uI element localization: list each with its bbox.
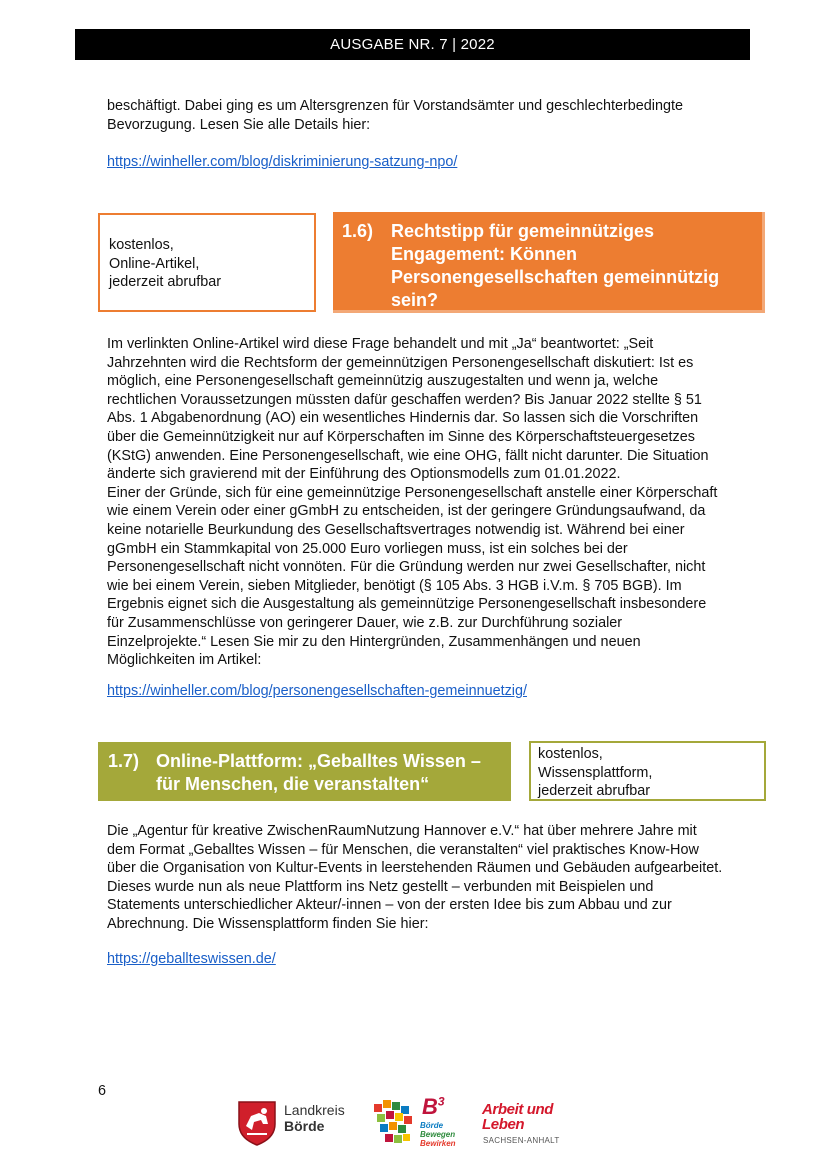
sachsen-anhalt-label: SACHSEN-ANHALT [483, 1136, 560, 1145]
text-line: Die „Agentur für kreative ZwischenRaumNutzung Hannover e.V.“ hat über mehrere Jahre mit [107, 823, 697, 839]
title-line: für Menschen, die veranstalten“ [156, 774, 430, 794]
leben-word: Leben [482, 1116, 525, 1133]
text-line: Jahrzehnten wird die Rechtsform der gemeinnützigen Personengesellschaft diskutiert: Ist es [107, 354, 694, 371]
landkreis-word: Landkreis [284, 1102, 345, 1118]
arbeit-und-leben-logo [482, 1102, 582, 1150]
text-line: beschäftigt. Dabei ging es um Altersgrenzen für Vorstandsämter und geschlechterbedingte [107, 98, 683, 114]
info-line: jederzeit abrufbar [109, 274, 221, 290]
text-line: Bevorzugung. Lesen Sie alle Details hier: [107, 116, 371, 133]
text-line: Einzelprojekte.“ Lesen Sie mir zu den Hintergründen, Zusammenhängen und neuen [107, 633, 641, 650]
section-1-7-heading [98, 742, 511, 801]
title-line: Online-Plattform: „Geballtes Wissen – [156, 751, 481, 771]
info-line: Online-Artikel, [109, 255, 200, 272]
text-line: Einer der Gründe, sich für eine gemeinnützige Personengesellschaft anstelle einer Körperschaft [107, 484, 718, 501]
title-line: Engagement: Können [391, 244, 578, 264]
section-title [391, 220, 719, 312]
text-line: Möglichkeiten im Artikel: [107, 652, 262, 669]
arbeit-und-word: Arbeit und [482, 1101, 553, 1118]
section-title [156, 750, 481, 796]
coat-of-arms-icon [237, 1100, 277, 1146]
section-1-6-heading [333, 212, 765, 313]
text-line: über die Organisation von Kultur-Events in leerstehenden Räumen und Gebäuden aufgearbeitet. [107, 860, 723, 877]
text-line: dem Format „Geballtes Wissen – für Menschen, die veranstalten“ viel praktisches Know-How [107, 841, 699, 858]
intro-paragraph [107, 97, 757, 134]
section-number: 1.6) [342, 221, 374, 241]
text-line: wie bei einem Verein, sieben Mitglieder, benötigt (§ 105 Abs. 3 HGB i.V.m. § 705 BGB). Im [107, 577, 682, 594]
info-box-online-artikel [98, 213, 316, 312]
b3-mark: $B^3$ [422, 1094, 445, 1119]
info-box-wissensplattform [529, 741, 766, 801]
info-line: Wissensplattform, [538, 764, 653, 781]
landkreis-boerde-logo [237, 1098, 347, 1150]
issue-header-bar [75, 29, 750, 60]
info-line: kostenlos, [109, 237, 174, 253]
text-line: Ergebnis eignet sich die Ausgestaltung als gemeinnützige Personengesellschaft insbesondere [107, 596, 707, 613]
text-line: keine notarielle Beurkundung des Gesellschaftsvertrages notwendig ist. Während bei einer [107, 521, 685, 538]
text-line: rechtlichen Voraussetzungen müssten dafür geschaffen werden? Bis Januar 2022 stellte § 51 [107, 391, 702, 408]
text-line: Personengesellschaft nicht vonnöten. Für die Gründung werden nur zwei Gesellschafter, nicht [107, 559, 706, 576]
text-line: Dieses wurde nun als neue Plattform ins Netz gestellt – verbunden mit Beispielen und [107, 878, 654, 895]
text-line: wie einem Verein oder einer gGmbH zu entscheiden, ist der geringere Gründungsaufwand, da [107, 503, 706, 520]
text-line: möglich, eine Personengesellschaft gemeinnützig auszugestalten und wenn ja, welche [107, 373, 659, 390]
b3-word: Bewegen [420, 1130, 456, 1139]
b3-boerde-logo [372, 1096, 454, 1150]
b3-word: Börde [420, 1121, 444, 1130]
section-1-6-body [107, 335, 757, 670]
diskriminierung-link[interactable]: https://winheller.com/blog/diskriminierung-satzung-npo/ [107, 154, 458, 170]
issue-title: AUSGABE NR. 7 | 2022 [330, 36, 495, 53]
geballteswissen-link[interactable]: https://geballteswissen.de/ [107, 951, 276, 967]
section-1-7-body [107, 822, 757, 934]
personengesellschaften-link[interactable]: https://winheller.com/blog/personengesellschaften-gemeinnuetzig/ [107, 683, 527, 699]
text-line: für Zusammenschlüsse von geringerer Dauer, wie z.B. zur Durchführung sozialer [107, 614, 623, 631]
text-line: Abs. 1 Abgabenordnung (AO) ein wesentliches Hindernis dar. So lassen sich die Vorschriften [107, 410, 699, 427]
title-line: sein? [391, 290, 439, 310]
boerde-word: Börde [284, 1118, 325, 1134]
section-number: 1.7) [108, 751, 140, 771]
text-line: änderte sich gravierend mit der Einführung des Optionsmodells zum 01.01.2022. [107, 466, 621, 483]
text-line: Statements unterschiedlicher Akteur/-innen – von der ersten Idee bis zum Abbau und zur [107, 897, 672, 914]
title-line: Personengesellschaften gemeinnützig [391, 267, 720, 287]
page-number: 6 [98, 1083, 107, 1099]
b3-mosaic-icon [372, 1096, 422, 1150]
b3-word: Bewirken [420, 1139, 456, 1148]
text-line: Im verlinkten Online-Artikel wird diese Frage behandelt und mit „Ja“ beantwortet: „Seit [107, 336, 654, 352]
info-line: jederzeit abrufbar [538, 783, 650, 799]
info-line: kostenlos, [538, 746, 603, 762]
text-line: über die Gemeinnützigkeit nur auf Körperschaften im Sinne des Körperschaftsteuergesetzes [107, 428, 695, 445]
text-line: (KStG) anwenden. Eine Personengesellschaft, wie eine OHG, fällt nicht darunter. Die Situation [107, 447, 709, 464]
text-line: gGmbH ein Stammkapital von 25.000 Euro vorliegen muss, ist ein solches bei der [107, 540, 628, 557]
title-line: Rechtstipp für gemeinnütziges [391, 221, 655, 241]
text-line: Abrechnung. Die Wissensplattform finden Sie hier: [107, 915, 429, 932]
